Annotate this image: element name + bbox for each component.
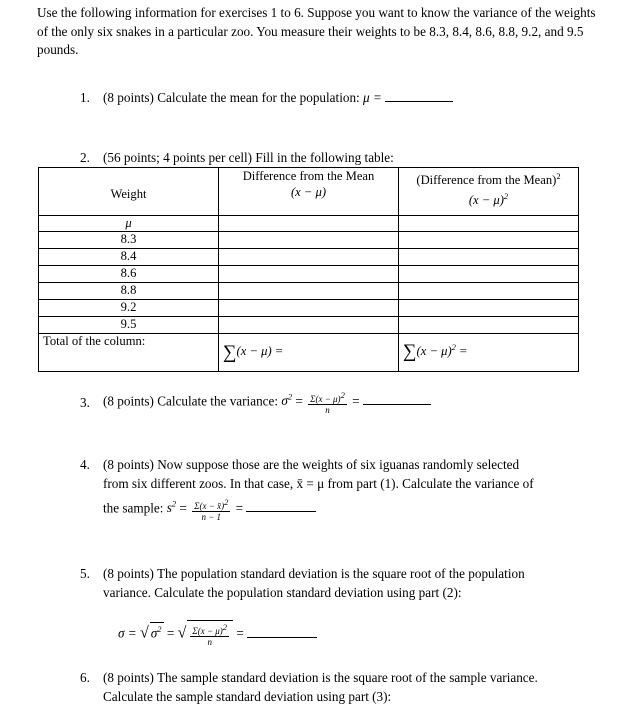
sqrt-sigma: $\sigma^2$ (150, 624, 162, 641)
sum-squared-formula: $(x - \mu)^2$ = (416, 341, 468, 358)
squared-cell-mu[interactable] (399, 216, 579, 232)
squared-cell[interactable] (399, 249, 579, 266)
intro-paragraph: Use the following information for exercises 1 to 6. Suppose you want to know the variance of the weights of the only six snakes in a particular zoo. You measure their weights to be 8.3, 8.4, 8.6, 8.8, 9.2, and 9.5 pounds. (37, 5, 596, 57)
weight-header-cell (39, 168, 219, 216)
difference-header: Difference from the Mean (242, 169, 375, 183)
question-5-formula (118, 620, 317, 647)
variance-fraction: $\frac{\Sigma(x - \mu)^2}{n}$ (310, 389, 345, 415)
difference-cell[interactable] (219, 300, 399, 317)
squared-cell[interactable] (399, 283, 579, 300)
answer-blank-1[interactable] (385, 89, 453, 102)
sqrt-fraction: $\frac{\Sigma(x - \mu)^2}{n}$ (187, 620, 233, 647)
equals-sign: = (179, 500, 187, 516)
squared-header: (Difference from the Mean)$^2$ (416, 171, 561, 188)
question-5-line-2: variance. Calculate the population standard deviation using part (2): (103, 584, 462, 600)
deviation-table (38, 167, 579, 372)
question-4-line-3: the sample: (103, 500, 164, 516)
question-4 (80, 456, 593, 522)
difference-formula: (x − μ) (290, 185, 327, 199)
squared-cell[interactable] (399, 232, 579, 249)
question-4-formula (103, 495, 593, 522)
equals-sign: = (295, 393, 303, 409)
radical-icon: √ (177, 624, 187, 642)
weight-header: Weight (110, 186, 147, 201)
difference-cell-mu[interactable] (219, 216, 399, 232)
question-4-line-1: (8 points) Now suppose those are the weights of six iguanas randomly selected (103, 457, 520, 472)
difference-cell[interactable] (219, 283, 399, 300)
variance-symbol: $\sigma^2$ (281, 392, 293, 409)
squared-cell[interactable] (399, 300, 579, 317)
sigma-symbol: ∑ (223, 341, 237, 363)
sum-squared-cell[interactable] (399, 334, 579, 372)
sigma-symbol: ∑ (403, 341, 417, 363)
squared-header-cell (399, 168, 579, 216)
difference-cell[interactable] (219, 266, 399, 283)
question-6 (80, 669, 593, 706)
question-5 (80, 565, 593, 602)
question-3-text: (8 points) Calculate the variance: (103, 393, 279, 409)
difference-cell[interactable] (219, 317, 399, 334)
question-6-number: 6. (80, 670, 90, 685)
sample-variance-symbol: $s^2$ (166, 499, 177, 516)
sample-variance-fraction: $\frac{\Sigma(x - x̄)^2}{n - 1}$ (194, 496, 229, 522)
weight-cell: 9.2 (39, 300, 219, 317)
question-3-number: 3. (80, 395, 90, 410)
total-label: Total of the column: (39, 334, 219, 372)
question-2-number: 2. (80, 150, 90, 165)
question-3 (80, 388, 593, 415)
weight-cell: 8.4 (39, 249, 219, 266)
sum-difference-formula: (x − μ) = (236, 343, 284, 358)
equals-sign: = (236, 625, 244, 641)
weight-cell: 8.3 (39, 232, 219, 249)
difference-cell[interactable] (219, 249, 399, 266)
question-6-line-1: (8 points) The sample standard deviation is the square root of the sample variance. (103, 670, 538, 685)
squared-cell[interactable] (399, 317, 579, 334)
equals-sign: = (352, 393, 360, 409)
std-dev-symbol: σ = (118, 625, 137, 641)
question-4-number: 4. (80, 457, 90, 472)
answer-blank-5[interactable] (247, 625, 317, 638)
equals-sign: = (166, 625, 175, 641)
question-1-number: 1. (80, 90, 90, 105)
question-2 (80, 149, 593, 168)
question-5-number: 5. (80, 566, 90, 581)
difference-header-cell (219, 168, 399, 216)
question-6-line-2: Calculate the sample standard deviation using part (3): (103, 688, 392, 704)
weight-cell: 9.5 (39, 317, 219, 334)
sum-difference-cell[interactable] (219, 334, 399, 372)
weight-cell: 8.6 (39, 266, 219, 283)
radical-icon: √ (140, 624, 149, 642)
mu-symbol-cell: μ (39, 216, 219, 232)
question-5-line-1: (8 points) The population standard deviation is the square root of the population (103, 566, 525, 581)
equals-sign: = (235, 500, 244, 516)
question-1-mu: μ = (363, 90, 382, 105)
answer-blank-3[interactable] (363, 392, 431, 405)
question-4-line-2: from six different zoos. In that case, x̄ = μ from part (1). Calculate the variance of (103, 475, 534, 491)
answer-blank-4[interactable] (246, 499, 316, 512)
squared-cell[interactable] (399, 266, 579, 283)
question-1 (80, 89, 593, 108)
squared-formula: $(x - \mu)^2$ (468, 191, 509, 208)
difference-cell[interactable] (219, 232, 399, 249)
weight-cell: 8.8 (39, 283, 219, 300)
question-1-text: (8 points) Calculate the mean for the population: (103, 90, 360, 105)
question-2-text: (56 points; 4 points per cell) Fill in the following table: (103, 150, 394, 165)
